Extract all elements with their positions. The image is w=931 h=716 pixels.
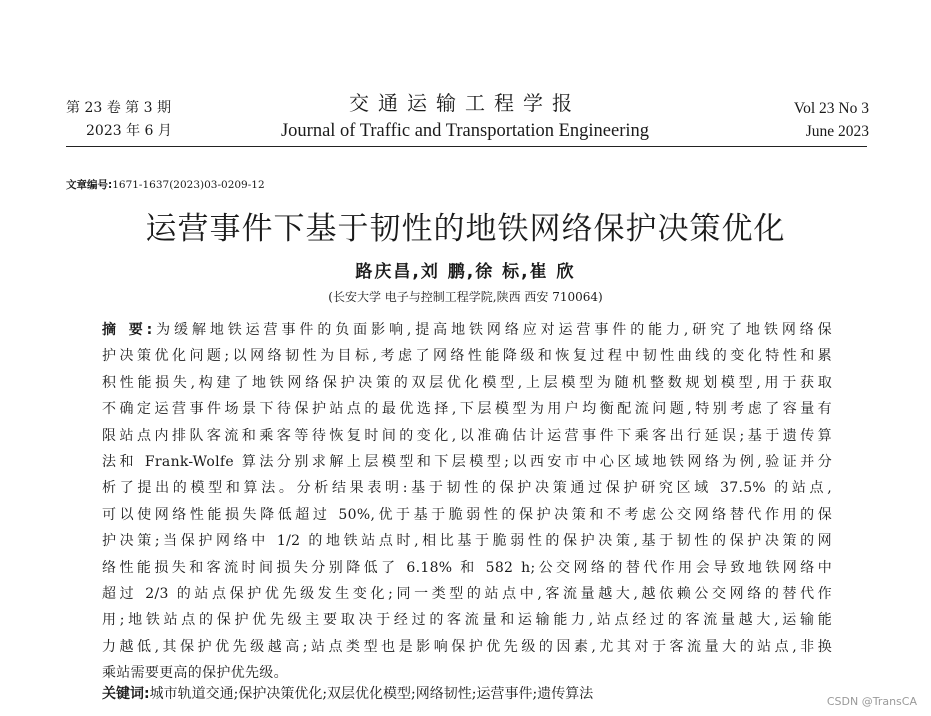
paper-title: 运营事件下基于韧性的地铁网络保护决策优化: [145, 211, 786, 247]
abstract-line: 护决策优化问题;以网络韧性为目标,考虑了网络性能降级和恢复过程中韧性曲线的变化特性和累: [102, 348, 832, 365]
date-cn: 2023 年 6 月: [86, 123, 172, 139]
abstract-line: 法和 Frank-Wolfe 算法分别求解上层模型和下层模型;以西安市中心区域地铁网络为例,验证并分: [102, 454, 832, 471]
header-rule: [66, 146, 867, 147]
journal-masthead: [215, 89, 715, 143]
journal-issue-en: [794, 97, 869, 143]
paper-authors: 路庆昌,刘 鹏,徐 标,崔 欣: [355, 262, 576, 282]
volume-issue-en: Vol 23 No 3: [793, 100, 869, 117]
abstract-line: 不确定运营事件场景下待保护站点的最优选择,下层模型为用户均衡配流问题,特别考虑了容量有: [102, 401, 832, 418]
abstract-line: 护决策;当保护网络中 1/2 的地铁站点时,相比基于脆弱性的保护决策,基于韧性的保护决策的网: [102, 533, 832, 550]
article-number-value: 1671-1637(2023)03-0209-12: [112, 179, 265, 191]
abstract-line: 用;地铁站点的保护优先级主要取决于经过的客流量和运输能力,站点经过的客流量越大,运输能: [102, 612, 832, 629]
keywords-label: 关键词:: [102, 686, 150, 702]
journal-name-cn: 交通运输工程学报: [349, 91, 581, 115]
keywords: [102, 684, 832, 704]
abstract-line: 可以使网络性能损失降低超过 50%,优于基于脆弱性的保护决策和不考虑公交网络替代作用的保: [102, 506, 832, 523]
abstract: [102, 317, 832, 687]
article-number-label: 文章编号:: [66, 179, 113, 191]
abstract-label: 摘 要:: [102, 322, 153, 338]
abstract-line: 超过 2/3 的站点保护优先级发生变化;同一类型的站点中,客流量越大,越依赖公交网络的替代作: [102, 586, 832, 603]
journal-name-en: Journal of Traffic and Transportation Engineering: [280, 121, 650, 141]
journal-issue-cn: [66, 97, 172, 143]
abstract-line: 络性能损失和客流时间损失分别降低了 6.18% 和 582 h;公交网络的替代作用会导致地铁网络中: [102, 559, 832, 576]
volume-issue-cn: 第 23 卷 第 3 期: [66, 100, 171, 116]
date-en: June 2023: [805, 123, 869, 140]
abstract-line: 乘站需要更高的保护优先级。: [102, 665, 288, 682]
keywords-text: 城市轨道交通;保护决策优化;双层优化模型;网络韧性;运营事件;遗传算法: [149, 686, 594, 702]
abstract-line: 力越低,其保护优先级越高;站点类型也是影响保护优先级的因素,尤其对于客流量大的站点,非换: [102, 638, 832, 655]
abstract-line: 积性能损失,构建了地铁网络保护决策的双层优化模型,上层模型为随机整数规划模型,用于获取: [102, 374, 832, 391]
abstract-line: 析了提出的模型和算法。分析结果表明:基于韧性的保护决策通过保护研究区域 37.5% 的站点,: [102, 480, 832, 497]
article-number: [66, 177, 265, 192]
paper-affiliation: (长安大学 电子与控制工程学院,陕西 西安 710064): [328, 290, 603, 304]
source-watermark: CSDN @TransCA: [826, 695, 917, 708]
abstract-line: 为缓解地铁运营事件的负面影响,提高地铁网络应对运营事件的能力,研究了地铁网络保: [152, 322, 832, 338]
abstract-line: 限站点内排队客流和乘客等待恢复时间的变化,以准确估计运营事件下乘客出行延误;基于遗传算: [102, 427, 832, 444]
